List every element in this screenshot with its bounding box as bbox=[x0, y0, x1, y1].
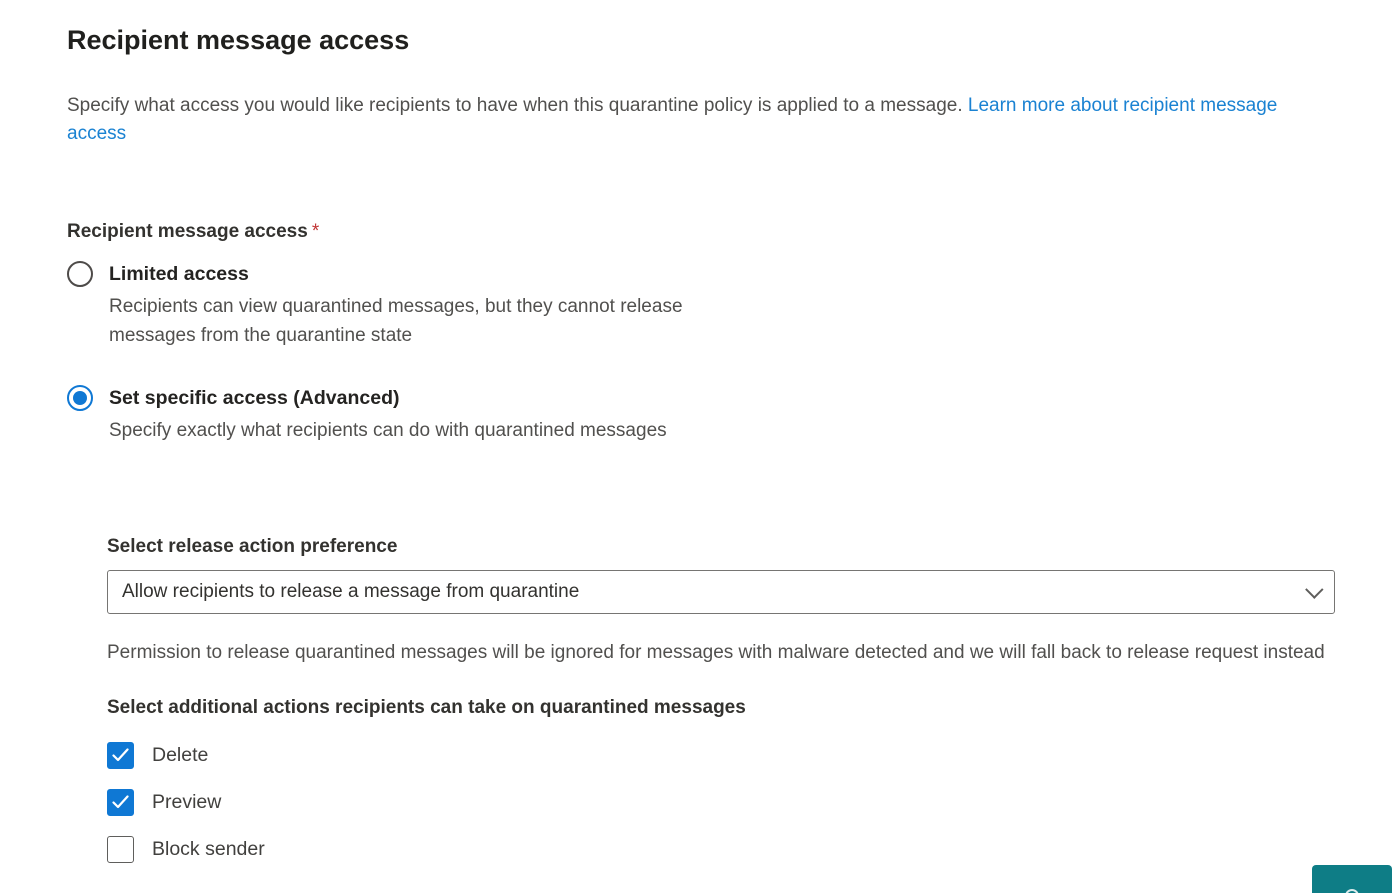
access-field-label: Recipient message access * bbox=[67, 221, 320, 242]
help-question-icon bbox=[1345, 889, 1359, 893]
radio-description: Specify exactly what recipients can do with quarantined messages bbox=[109, 420, 667, 441]
page-description bbox=[67, 92, 1335, 148]
checkbox-label[interactable]: Delete bbox=[152, 744, 209, 766]
checkbox-row-preview[interactable] bbox=[107, 788, 1397, 816]
radio-dot bbox=[73, 267, 87, 281]
release-preference-dropdown[interactable] bbox=[107, 570, 1335, 614]
page-title: Recipient message access bbox=[67, 25, 410, 55]
required-asterisk: * bbox=[311, 221, 320, 242]
limited-access-radio-row[interactable] bbox=[67, 260, 1397, 288]
checkbox-row-block-sender[interactable] bbox=[107, 835, 1397, 863]
checkmark-icon bbox=[112, 748, 129, 762]
checkbox-label[interactable]: Preview bbox=[152, 791, 222, 813]
chevron-down-icon bbox=[1305, 580, 1323, 598]
radio-dot bbox=[73, 391, 87, 405]
checkbox-label[interactable]: Block sender bbox=[152, 838, 265, 860]
checkbox-icon[interactable] bbox=[107, 742, 134, 769]
radio-label[interactable]: Limited access bbox=[109, 263, 249, 285]
radio-option-limited-access bbox=[67, 260, 1397, 350]
radio-option-set-specific-access bbox=[67, 384, 1397, 445]
checkbox-row-delete[interactable] bbox=[107, 741, 1397, 769]
release-preference-label: Select release action preference bbox=[107, 536, 398, 557]
checkbox-icon[interactable] bbox=[107, 836, 134, 863]
set-specific-access-radio-row[interactable] bbox=[67, 384, 1397, 412]
help-widget-button[interactable] bbox=[1312, 865, 1392, 893]
checkbox-icon[interactable] bbox=[107, 789, 134, 816]
checkmark-icon bbox=[112, 795, 129, 809]
radio-icon[interactable] bbox=[67, 261, 93, 287]
page-description-text: Specify what access you would like recipients to have when this quarantine policy is applied to a message. bbox=[67, 95, 963, 116]
additional-actions-label: Select additional actions recipients can take on quarantined messages bbox=[107, 697, 746, 718]
radio-icon[interactable] bbox=[67, 385, 93, 411]
radio-label[interactable]: Set specific access (Advanced) bbox=[109, 387, 400, 409]
learn-more-link[interactable]: Learn more about recipient message access bbox=[67, 95, 1278, 144]
advanced-settings-section bbox=[107, 533, 1397, 863]
dropdown-selected-value: Allow recipients to release a message from quarantine bbox=[122, 581, 580, 602]
release-preference-note: Permission to release quarantined messages will be ignored for messages with malware detected and we will fall back to release request instead bbox=[107, 642, 1325, 663]
radio-description: Recipients can view quarantined messages, but they cannot release messages from the quarantine state bbox=[109, 296, 683, 346]
